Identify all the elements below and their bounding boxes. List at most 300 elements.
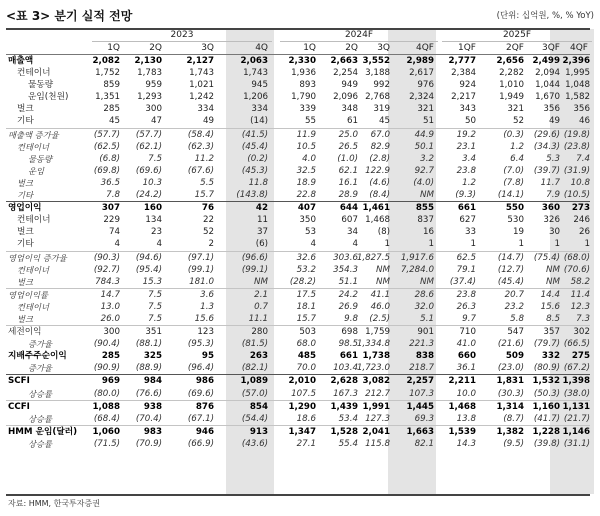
table-cell: 18.9 bbox=[296, 177, 316, 188]
table-cell: 7.5 bbox=[148, 289, 162, 300]
table-cell: 285 bbox=[101, 351, 120, 362]
table-cell: (9.5) bbox=[503, 438, 524, 449]
table-cell: (41.5) bbox=[241, 129, 268, 140]
table-cell: 30 bbox=[548, 227, 560, 238]
table-cell: (96.4) bbox=[187, 363, 214, 374]
row-label: 기타 bbox=[17, 116, 34, 127]
table-row bbox=[0, 165, 600, 177]
table-cell: (70.6) bbox=[563, 264, 590, 275]
table-cell: 334 bbox=[251, 104, 268, 115]
table-row bbox=[0, 388, 600, 400]
table-cell: 307 bbox=[101, 203, 120, 214]
table-cell: (2.5) bbox=[369, 313, 390, 324]
table-cell: 11.9 bbox=[296, 129, 316, 140]
table-cell: 42 bbox=[255, 203, 268, 214]
table-cell: 321 bbox=[417, 104, 434, 115]
table-cell: (68.0) bbox=[563, 252, 590, 263]
table-cell: (62.1) bbox=[135, 141, 162, 152]
table-cell: (31.9) bbox=[563, 165, 590, 176]
table-cell: 273 bbox=[571, 203, 590, 214]
table-cell: 1,991 bbox=[362, 401, 390, 412]
table-cell: (28.2) bbox=[289, 276, 316, 287]
table-cell: 550 bbox=[505, 203, 524, 214]
table-cell: 1,334.8 bbox=[356, 339, 390, 350]
table-cell: 49 bbox=[202, 116, 214, 127]
table-bottom-rule bbox=[6, 494, 590, 496]
table-cell: 2,628 bbox=[330, 376, 358, 387]
table-cell: 644 bbox=[339, 203, 358, 214]
table-cell: 15.7 bbox=[296, 313, 316, 324]
table-cell: 893 bbox=[299, 80, 316, 91]
table-cell: 710 bbox=[459, 327, 476, 338]
table-cell: 1,468 bbox=[448, 401, 476, 412]
row-label: 상승률 bbox=[28, 388, 53, 399]
table-cell: 26.9 bbox=[338, 301, 358, 312]
row-label: 증가율 bbox=[28, 339, 53, 350]
table-cell: 356 bbox=[573, 104, 590, 115]
table-cell: 1 bbox=[384, 239, 390, 250]
table-cell: 1,743 bbox=[189, 68, 214, 79]
table-cell: 3,188 bbox=[365, 68, 390, 79]
table-row bbox=[0, 276, 600, 288]
table-cell: 229 bbox=[103, 215, 120, 226]
table-cell: (24.2) bbox=[135, 190, 162, 201]
table-cell: 855 bbox=[415, 203, 434, 214]
table-row bbox=[0, 91, 600, 103]
table-cell: (9.3) bbox=[455, 190, 476, 201]
table-cell: 1,790 bbox=[291, 92, 316, 103]
table-cell: (143.8) bbox=[236, 190, 268, 201]
table-cell: 326 bbox=[543, 215, 560, 226]
table-cell: 5.1 bbox=[420, 313, 434, 324]
table-cell: 10.8 bbox=[570, 177, 590, 188]
table-cell: 12.3 bbox=[570, 301, 590, 312]
table-cell: 18.6 bbox=[296, 413, 316, 424]
table-cell: (29.6) bbox=[533, 129, 560, 140]
table-cell: 44.9 bbox=[414, 129, 434, 140]
table-cell: (4.6) bbox=[369, 177, 390, 188]
table-cell: 34 bbox=[346, 227, 358, 238]
table-cell: (71.5) bbox=[93, 438, 120, 449]
table-cell: 15.6 bbox=[540, 301, 560, 312]
table-cell: 360 bbox=[541, 203, 560, 214]
table-cell: 53 bbox=[304, 227, 316, 238]
table-row bbox=[0, 67, 600, 79]
table-cell: (95.4) bbox=[135, 264, 162, 275]
table-cell: 1,532 bbox=[532, 376, 560, 387]
table-cell: 547 bbox=[507, 327, 524, 338]
table-cell: (57.7) bbox=[93, 129, 120, 140]
table-cell: 47 bbox=[150, 116, 162, 127]
table-cell: 7.3 bbox=[576, 313, 590, 324]
row-label: 컨테이너 bbox=[17, 264, 50, 275]
table-cell: 1,010 bbox=[499, 80, 524, 91]
table-cell: 660 bbox=[457, 351, 476, 362]
table-cell: 1,738 bbox=[362, 351, 390, 362]
table-cell: (1.0) bbox=[337, 153, 358, 164]
table-cell: 221.3 bbox=[409, 339, 434, 350]
table-cell: 407 bbox=[297, 203, 316, 214]
year-2023: 2023 bbox=[170, 30, 194, 40]
table-cell: 1,242 bbox=[189, 92, 214, 103]
table-cell: 1,539 bbox=[448, 426, 476, 437]
table-cell: 263 bbox=[249, 351, 268, 362]
table-cell: (39.7) bbox=[533, 165, 560, 176]
year-2025f: 2025F bbox=[502, 30, 532, 40]
table-cell: NM bbox=[546, 264, 560, 275]
table-cell: 2,063 bbox=[240, 56, 268, 66]
table-row bbox=[0, 153, 600, 165]
table-cell: 1 bbox=[518, 239, 524, 250]
table-cell: 1,089 bbox=[240, 376, 268, 387]
table-cell: 36.1 bbox=[456, 363, 476, 374]
table-cell: (54.4) bbox=[241, 413, 268, 424]
table-cell: 26 bbox=[578, 227, 590, 238]
table-cell: (30.3) bbox=[497, 388, 524, 399]
row-label: 물동량 bbox=[28, 153, 53, 164]
table-cell: 32.5 bbox=[296, 165, 316, 176]
table-cell: 901 bbox=[417, 327, 434, 338]
table-cell: (76.6) bbox=[135, 388, 162, 399]
table-cell: 938 bbox=[143, 401, 162, 412]
table-row bbox=[0, 226, 600, 238]
table-cell: (96.6) bbox=[241, 252, 268, 263]
table-cell: (6) bbox=[255, 239, 268, 250]
table-cell: 698 bbox=[341, 327, 358, 338]
table-cell: 2,096 bbox=[333, 92, 358, 103]
table-cell: (7.8) bbox=[503, 177, 524, 188]
table-cell: 11.1 bbox=[248, 313, 268, 324]
row-label: 기타 bbox=[17, 239, 34, 250]
table-cell: 2,499 bbox=[532, 56, 560, 66]
table-cell: 16.1 bbox=[338, 177, 358, 188]
table-cell: 123 bbox=[197, 327, 214, 338]
quarter-header: 4Q bbox=[255, 43, 268, 53]
table-cell: 1,351 bbox=[95, 92, 120, 103]
table-cell: (14) bbox=[250, 116, 268, 127]
table-cell: 7.5 bbox=[148, 301, 162, 312]
table-cell: 2,768 bbox=[365, 92, 390, 103]
table-cell: 53.4 bbox=[338, 413, 358, 424]
table-cell: 18.1 bbox=[296, 301, 316, 312]
table-row bbox=[0, 252, 600, 264]
table-cell: (69.6) bbox=[135, 165, 162, 176]
table-cell: 2,010 bbox=[288, 376, 316, 387]
table-row bbox=[0, 103, 600, 115]
table-cell: 23 bbox=[150, 227, 162, 238]
table-cell: (43.6) bbox=[241, 438, 268, 449]
table-cell: 26.0 bbox=[100, 313, 120, 324]
table-cell: 1,021 bbox=[189, 80, 214, 91]
table-cell: 1,382 bbox=[496, 426, 524, 437]
row-label: 영업이익률 bbox=[8, 289, 49, 300]
table-cell: 339 bbox=[299, 104, 316, 115]
table-cell: 67.0 bbox=[370, 129, 390, 140]
table-cell: (67.6) bbox=[187, 165, 214, 176]
table-cell: (66.9) bbox=[187, 438, 214, 449]
table-cell: 300 bbox=[145, 104, 162, 115]
table-row bbox=[0, 129, 600, 141]
table-cell: (21.7) bbox=[563, 413, 590, 424]
table-cell: 14.3 bbox=[456, 438, 476, 449]
table-row bbox=[0, 338, 600, 350]
row-label: HMM 운임(달러) bbox=[8, 426, 78, 437]
table-cell: 95 bbox=[201, 351, 214, 362]
table-cell: 661 bbox=[339, 351, 358, 362]
table-cell: 61 bbox=[346, 116, 358, 127]
table-cell: 1.2 bbox=[510, 141, 524, 152]
table-cell: 19 bbox=[512, 227, 524, 238]
table-cell: 1,723.0 bbox=[356, 363, 390, 374]
table-cell: 343 bbox=[459, 104, 476, 115]
table-cell: (8.4) bbox=[369, 190, 390, 201]
table-cell: 2,384 bbox=[451, 68, 476, 79]
table-cell: 46.0 bbox=[370, 301, 390, 312]
table-cell: 14.7 bbox=[100, 289, 120, 300]
table-cell: 55 bbox=[304, 116, 316, 127]
table-cell: 3.4 bbox=[462, 153, 476, 164]
table-cell: 11.2 bbox=[194, 153, 214, 164]
table-cell: 607 bbox=[341, 215, 358, 226]
table-cell: 1,936 bbox=[291, 68, 316, 79]
table-cell: 348 bbox=[341, 104, 358, 115]
table-cell: 2,656 bbox=[496, 56, 524, 66]
table-cell: (90.4) bbox=[93, 339, 120, 350]
table-row bbox=[0, 115, 600, 127]
table-cell: 1,468 bbox=[365, 215, 390, 226]
table-cell: 1,160 bbox=[532, 401, 560, 412]
table-cell: 10.5 bbox=[296, 141, 316, 152]
table-cell: 212.7 bbox=[365, 388, 390, 399]
table-cell: 2.1 bbox=[254, 289, 268, 300]
table-cell: NM bbox=[420, 276, 434, 287]
table-cell: 1,228 bbox=[532, 426, 560, 437]
table-cell: (57.0) bbox=[241, 388, 268, 399]
table-cell: 319 bbox=[373, 104, 390, 115]
table-cell: 24.2 bbox=[338, 289, 358, 300]
table-cell: 1,206 bbox=[243, 92, 268, 103]
table-cell: 218.7 bbox=[409, 363, 434, 374]
table-cell: 17.5 bbox=[296, 289, 316, 300]
row-label: 벌크 bbox=[17, 104, 34, 115]
table-cell: 51 bbox=[422, 116, 434, 127]
table-cell: 45 bbox=[378, 116, 390, 127]
table-cell: 1,461 bbox=[362, 203, 390, 214]
table-cell: (45.4) bbox=[497, 276, 524, 287]
table-cell: 4 bbox=[114, 239, 120, 250]
quarter-header: 3QF bbox=[542, 43, 560, 53]
table-cell: 11 bbox=[256, 215, 268, 226]
table-cell: (94.6) bbox=[135, 252, 162, 263]
table-cell: 11.4 bbox=[570, 289, 590, 300]
table-cell: 4 bbox=[310, 239, 316, 250]
row-label: 컨테이너 bbox=[17, 68, 51, 79]
table-cell: 107.3 bbox=[409, 388, 434, 399]
table-cell: 837 bbox=[417, 215, 434, 226]
table-cell: 36.5 bbox=[100, 177, 120, 188]
table-cell: (79.7) bbox=[533, 339, 560, 350]
table-cell: 10.3 bbox=[142, 177, 162, 188]
table-cell: 22.8 bbox=[296, 190, 316, 201]
table-cell: 62.5 bbox=[456, 252, 476, 263]
table-cell: (92.7) bbox=[93, 264, 120, 275]
table-cell: 51.1 bbox=[338, 276, 358, 287]
table-cell: 945 bbox=[251, 80, 268, 91]
table-cell: 23.1 bbox=[456, 141, 476, 152]
table-cell: 45 bbox=[108, 116, 120, 127]
year-divider-2025 bbox=[442, 41, 592, 42]
table-cell: 854 bbox=[249, 401, 268, 412]
table-row bbox=[0, 79, 600, 91]
row-label: 운임 bbox=[28, 165, 45, 176]
table-cell: 949 bbox=[341, 80, 358, 91]
table-row bbox=[0, 55, 600, 67]
table-cell: 92.7 bbox=[414, 165, 434, 176]
row-label: 벌크 bbox=[17, 177, 34, 188]
table-cell: 784.3 bbox=[95, 276, 120, 287]
table-cell: 1 bbox=[554, 239, 560, 250]
table-cell: 1,088 bbox=[92, 401, 120, 412]
table-cell: 992 bbox=[373, 80, 390, 91]
year-2024f: 2024F bbox=[344, 30, 374, 40]
table-row bbox=[0, 214, 600, 226]
table-cell: 357 bbox=[543, 327, 560, 338]
table-cell: 334 bbox=[197, 104, 214, 115]
row-label: 물동량 bbox=[28, 80, 54, 91]
table-cell: (31.1) bbox=[563, 438, 590, 449]
table-cell: 46 bbox=[578, 116, 590, 127]
quarter-header: 4QF bbox=[570, 43, 588, 53]
table-row bbox=[0, 202, 600, 214]
table-cell: (57.7) bbox=[135, 129, 162, 140]
table-cell: (90.3) bbox=[93, 252, 120, 263]
table-cell: 7.9 bbox=[546, 190, 560, 201]
table-cell: 28.9 bbox=[338, 190, 358, 201]
table-cell: 52 bbox=[202, 227, 214, 238]
table-cell: 2,094 bbox=[535, 68, 560, 79]
table-cell: (62.5) bbox=[93, 141, 120, 152]
table-cell: 69.3 bbox=[414, 413, 434, 424]
table-cell: 127.3 bbox=[365, 413, 390, 424]
quarter-header: 2Q bbox=[149, 43, 162, 53]
table-cell: 1,917.6 bbox=[400, 252, 434, 263]
table-cell: 20.7 bbox=[504, 289, 524, 300]
table-cell: 15.7 bbox=[194, 190, 214, 201]
table-cell: (45.4) bbox=[241, 141, 268, 152]
table-cell: 2,082 bbox=[92, 56, 120, 66]
table-cell: 2,127 bbox=[186, 56, 214, 66]
table-cell: 2,211 bbox=[448, 376, 476, 387]
table-cell: 325 bbox=[143, 351, 162, 362]
table-cell: 1,831 bbox=[496, 376, 524, 387]
table-row bbox=[0, 401, 600, 413]
table-cell: 986 bbox=[195, 376, 214, 387]
table-cell: 2,777 bbox=[448, 56, 476, 66]
table-cell: 68.0 bbox=[296, 339, 316, 350]
table-cell: 1,439 bbox=[330, 401, 358, 412]
row-label: 컨테이너 bbox=[17, 301, 50, 312]
quarter-header: 2QF bbox=[506, 43, 524, 53]
table-cell: 913 bbox=[249, 426, 268, 437]
table-cell: (8) bbox=[377, 227, 390, 238]
row-label: SCFI bbox=[8, 376, 30, 387]
table-cell: (8.7) bbox=[503, 413, 524, 424]
table-cell: 2,396 bbox=[562, 56, 590, 66]
table-cell: (62.3) bbox=[187, 141, 214, 152]
table-row bbox=[0, 413, 600, 425]
table-cell: (80.0) bbox=[93, 388, 120, 399]
table-cell: 52 bbox=[512, 116, 524, 127]
table-cell: 350 bbox=[299, 215, 316, 226]
table-cell: 79.1 bbox=[456, 264, 476, 275]
table-cell: 11.7 bbox=[540, 177, 560, 188]
table-cell: 8.5 bbox=[546, 313, 560, 324]
table-cell: 28.6 bbox=[414, 289, 434, 300]
year-divider-2024 bbox=[280, 41, 438, 42]
table-cell: 41.1 bbox=[370, 289, 390, 300]
table-row bbox=[0, 238, 600, 250]
row-label: 벌크 bbox=[17, 313, 34, 324]
table-cell: 7.8 bbox=[106, 190, 120, 201]
table-cell: 275 bbox=[571, 351, 590, 362]
table-cell: 969 bbox=[101, 376, 120, 387]
row-label: 컨테이너 bbox=[17, 215, 51, 226]
table-cell: (34.3) bbox=[533, 141, 560, 152]
table-cell: 23.8 bbox=[456, 289, 476, 300]
row-label: 운임(천원) bbox=[28, 92, 69, 103]
table-cell: 285 bbox=[103, 104, 120, 115]
year-divider-2023 bbox=[92, 41, 272, 42]
table-cell: 122.9 bbox=[365, 165, 390, 176]
table-cell: 5.3 bbox=[546, 153, 560, 164]
quarter-header: 3Q bbox=[377, 43, 390, 53]
table-cell: 41.0 bbox=[456, 339, 476, 350]
table-cell: 627 bbox=[459, 215, 476, 226]
table-cell: 6.4 bbox=[510, 153, 524, 164]
table-cell: 1,582 bbox=[565, 92, 590, 103]
quarter-header: 4QF bbox=[416, 43, 434, 53]
table-cell: 661 bbox=[457, 203, 476, 214]
table-cell: (67.2) bbox=[563, 363, 590, 374]
table-cell: 2,254 bbox=[333, 68, 358, 79]
table-cell: NM bbox=[376, 264, 390, 275]
table-cell: 2,663 bbox=[330, 56, 358, 66]
table-cell: (69.6) bbox=[187, 388, 214, 399]
table-cell: 1,398 bbox=[562, 376, 590, 387]
table-cell: NM bbox=[376, 276, 390, 287]
table-cell: 351 bbox=[145, 327, 162, 338]
table-cell: 19.2 bbox=[456, 129, 476, 140]
table-cell: 107.5 bbox=[291, 388, 316, 399]
table-cell: (75.4) bbox=[533, 252, 560, 263]
table-cell: 2,324 bbox=[409, 92, 434, 103]
table-cell: 82.1 bbox=[414, 438, 434, 449]
quarter-header: 1QF bbox=[458, 43, 476, 53]
table-cell: NM bbox=[254, 276, 268, 287]
table-cell: 7.5 bbox=[148, 153, 162, 164]
row-label: CCFI bbox=[8, 401, 30, 412]
table-cell: 26.5 bbox=[338, 141, 358, 152]
table-cell: (81.5) bbox=[241, 339, 268, 350]
table-cell: 509 bbox=[505, 351, 524, 362]
table-cell: 103.4 bbox=[333, 363, 358, 374]
table-cell: 16 bbox=[422, 227, 434, 238]
table-cell: 5.8 bbox=[510, 313, 524, 324]
table-cell: 0.7 bbox=[254, 301, 268, 312]
table-cell: 27.1 bbox=[296, 438, 316, 449]
table-cell: 13.0 bbox=[100, 301, 120, 312]
table-cell: 1,044 bbox=[535, 80, 560, 91]
